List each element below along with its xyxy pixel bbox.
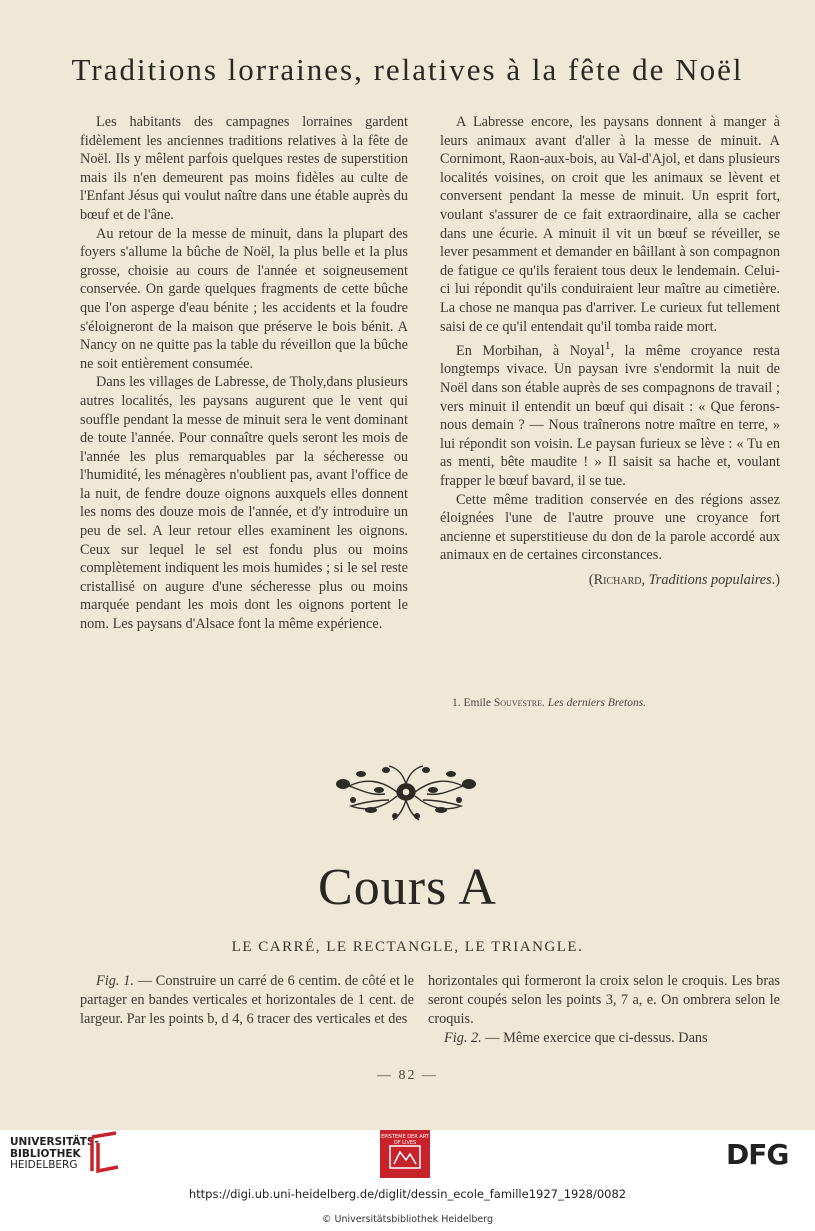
paragraph-morbihan (440, 336, 780, 491)
page-url-link[interactable]: https://digi.ub.uni-heidelberg.de/diglit/dessin_ecole_famille1927_1928/0082 (188, 1187, 627, 1201)
paragraph: Au retour de la messe de minuit, dans la plupart des foyers s'allume la bûche de Noël, la plus belle et la plus grosse, choisie au cours de l'année et soigneusement conservée. On garde quelques fragments de cette bûche que l'on asperge d'eau bénite ; les accidents et la foudre s'éloigneront de la maison que préserve le bois bénit. A Nancy on ne quitte pas la table du réveillon que la bûche ne soit entièrement consumée. (80, 225, 408, 372)
exercise-right-column (428, 972, 780, 1048)
paragraph: Les habitants des campagnes lorraines gardent fidèlement les anciennes traditions relatives à la fête de Noël. Ils y mêlent parfois quelques restes de superstition mais ils n'en demeurent pas moins fidèles au culte de l'Enfant Jésus qui voulut naître dans une étable auprès du bœuf et de l'âne. (80, 114, 408, 223)
paragraph: Cette même tradition conservée en des régions assez éloignées l'une de l'autre prouve une croyance fort ancienne et superstitieuse du don de la parole accordé aux animaux en de certaines circonstances. (440, 491, 780, 564)
copyright-notice: © Universitätsbibliothek Heidelberg (321, 1214, 493, 1225)
episteme-logo-text: EPISTEME DER ART OF LIVES (381, 1134, 429, 1146)
exercise-left-column (80, 972, 414, 1029)
section-title: Cours A (318, 859, 497, 916)
text: En Morbihan, à Noyal (456, 342, 605, 359)
section-subtitle: LE CARRÉ, LE RECTANGLE, LE TRIANGLE. (231, 939, 584, 955)
left-text-column (80, 113, 408, 634)
library-name-line: BIBLIOTHEK (10, 1147, 81, 1160)
source-citation: (Richard, Traditions populaires.) (588, 572, 780, 589)
figure-label: Fig. 1. (96, 973, 134, 989)
floral-ornament-icon (331, 760, 481, 824)
episteme-logo[interactable] (380, 1130, 430, 1178)
page-title: Traditions lorraines, relatives à la fête de Noël (71, 52, 744, 87)
university-library-logo[interactable] (10, 1131, 130, 1181)
episteme-emblem-icon (380, 1130, 430, 1178)
library-name-line: HEIDELBERG (10, 1159, 78, 1171)
text: , la même croyance resta longtemps vivace. Un paysan ivre s'endormit la nuit de Noël dans son étable auprès de ses compagnons de travail ; vers minuit il entendit un bœuf qui disait : « Que ferons-nous demain ? — Nous traînerons notre maître en terre, » lui répondit son voisin. Le paysan furieux se lève : « Tu en as menti, bête maudite ! » Il saisit sa hache et, voulant frapper le bœuf bavard, il se tue. (440, 342, 780, 490)
dfg-logo[interactable]: DFG (726, 1138, 789, 1171)
exercise-text: horizontales qui formeront la croix selon le croquis. Les bras seront coupés selon les points 3, 7 a, e. On ombrera selon le croquis. (428, 973, 780, 1027)
page-number: — 82 — (377, 1068, 438, 1083)
library-name-line: UNIVERSITÄTS- (10, 1136, 99, 1148)
library-mark-icon (88, 1131, 122, 1175)
source-work: Traditions populaires (648, 572, 772, 589)
footnote: 1. Emile Souvestre. Les derniers Bretons. (452, 697, 647, 709)
paragraph: Dans les villages de Labresse, de Tholy,dans plusieurs autres localités, les paysans augurent que le vent qui souffle pendant la messe de minuit sera le vent dominant de toute l'année. Pour connaître quels seront les mois de l'année les plus remarquables par la sécheresse ou l'humidité, les ménagères n'oublient pas, avant l'office de la nuit, de fendre douze oignons auxquels elles donnent les noms des douze mois de l'année, et d'y introduire un peu de sel. A leur retour elles examinent les oignons. Ceux sur lequel le sel est fondu plus ou moins complètement indiquent les mois humides ; si le sel reste cristallisé on augure d'une sécheresse plus ou moins marquée pendant les mois dont les oignons portent le nom. Les paysans d'Alsace font la même expérience. (80, 374, 408, 633)
footnote-ref: 1 (604, 338, 611, 353)
figure-label: Fig. 2. (444, 1030, 482, 1046)
exercise-text: Fig. 1. — Construire un carré de 6 centim. de côté et le partager en bandes verticales et horizontales de 1 cent. de largeur. Par les points b, d 4, 6 tracer des verticales et des (80, 973, 415, 1027)
paragraph: A Labresse encore, les paysans donnent à manger à leurs animaux avant d'aller à la messe de minuit. A Cornimont, Raon-aux-bois, au Val-d'Ajol, et dans plusieurs localités voisines, on croit que les animaux se lèvent et conversent pendant la messe de minuit. Un esprit fort, voulant s'assurer de ce fait extraordinaire, alla se cacher dans une écurie. A minuit il vit un bœuf se réveiller, se lever pesamment et demander en bâillant à son compagnon de fatigue ce qu'ils feraient tous deux le lendemain. Celui-ci lui répondit qu'ils conduiraient leur maître au cimetière. La chose ne manqua pas d'arriver. Le curieux fut tellement saisi de ce qu'il entendait qu'il tomba raide mort. (440, 114, 780, 335)
right-text-column (440, 113, 780, 590)
exercise-text: Fig. 2. — Même exercice que ci-dessus. Dans (444, 1030, 708, 1046)
source-author: Richard (593, 572, 642, 589)
viewer-footer (0, 1130, 815, 1231)
